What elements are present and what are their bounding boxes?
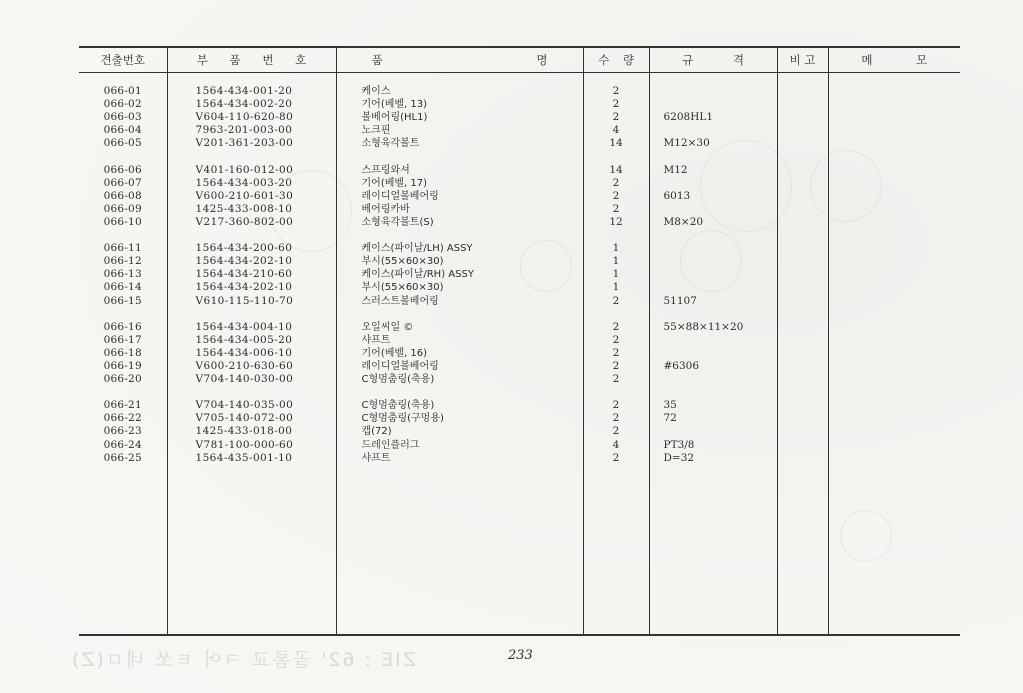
group-spacer [650,308,777,321]
specification: PT3/8 [663,438,695,451]
quantity: 2 [612,202,620,215]
group-spacer [584,150,649,163]
quantity: 2 [612,333,620,346]
part-name: 케이스(파이날/RH) ASSY [361,269,474,281]
part-name: 스러스트볼베어링 [361,295,439,307]
column-note [777,73,828,636]
group-spacer [584,308,649,321]
header-number: 견출번호 [79,47,167,73]
specification [650,203,777,216]
specification: #6306 [663,359,700,372]
part-name: 케이스 [361,86,391,97]
part-name: 베어링카바 [361,203,410,215]
parts-table [79,46,960,636]
part-number: V217-360-802-00 [195,215,294,228]
part-ref-number: 066-04 [103,124,142,137]
part-number: 1564-434-003-20 [195,176,293,189]
group-spacer [650,229,777,242]
part-name: C형멈춤링(축용) [361,400,435,412]
part-number: V704-140-030-00 [195,373,294,386]
specification [650,85,777,98]
part-name: 소형육각볼트(S) [361,216,434,228]
part-name: 오일씨일 © [361,321,414,333]
part-name: C형멈춤링(축용) [361,374,435,386]
part-ref-number: 066-16 [103,320,142,333]
quantity: 2 [612,346,620,359]
quantity: 2 [612,451,620,464]
part-ref-number: 066-12 [103,255,142,268]
part-number: 1564-434-200-60 [195,242,293,255]
part-name: 소형육각볼트 [361,138,420,150]
specification: M12×30 [663,137,710,150]
quantity: 2 [612,176,620,189]
part-number: V704-140-035-00 [195,399,294,412]
part-ref-number: 066-10 [103,215,142,228]
part-number: 1425-433-018-00 [195,425,293,438]
part-name: 노크핀 [361,125,391,137]
part-number: 1564-434-210-60 [195,268,293,281]
group-spacer [79,386,167,399]
quantity: 2 [612,189,620,202]
quantity: 2 [612,359,620,372]
column-name [336,73,583,636]
group-spacer [168,308,336,321]
part-number: 1564-434-006-10 [195,346,293,359]
body-row [79,73,960,636]
part-number: 1564-434-002-20 [195,98,293,111]
part-ref-number: 066-19 [103,359,142,372]
part-number: 1564-434-004-10 [195,320,293,333]
specification: 72 [663,412,677,425]
quantity: 12 [609,215,623,228]
group-spacer [337,150,583,163]
part-ref-number: 066-21 [103,399,142,412]
quantity: 1 [612,242,620,255]
part-ref-number: 066-24 [103,438,142,451]
part-ref-number: 066-20 [103,373,142,386]
specification: D=32 [663,451,695,464]
part-ref-number: 066-11 [103,242,142,255]
part-name: 부시(55×60×30) [361,282,444,294]
group-spacer [650,150,777,163]
quantity: 2 [612,425,620,438]
quantity: 14 [609,163,623,176]
column-spec [649,73,777,636]
part-number: 7963-201-003-00 [195,124,293,137]
specification [650,268,777,281]
specification: M8×20 [663,215,704,228]
part-ref-number: 066-22 [103,412,142,425]
part-ref-number: 066-06 [103,163,142,176]
part-name: 기어(베벨, 13) [361,99,428,111]
part-number: 1564-435-001-10 [195,451,293,464]
quantity: 2 [612,294,620,307]
part-number: V600-210-601-30 [195,189,294,202]
specification [650,334,777,347]
specification [650,255,777,268]
part-name: 드레인플러그 [361,439,420,451]
header-part-number: 부 품 번 호 [167,47,336,73]
specification: 6013 [663,189,691,202]
quantity: 14 [609,137,623,150]
part-ref-number: 066-18 [103,346,142,359]
part-number: V610-115-110-70 [195,294,294,307]
group-spacer [168,386,336,399]
specification [650,373,777,386]
part-number: V705-140-072-00 [195,412,294,425]
header-name: 품 명 [336,47,583,73]
part-number: 1564-434-202-10 [195,255,293,268]
part-ref-number: 066-09 [103,202,142,215]
specification [650,98,777,111]
part-number: 1564-434-005-20 [195,333,293,346]
column-part-number [167,73,336,636]
part-ref-number: 066-07 [103,176,142,189]
group-spacer [168,229,336,242]
specification [650,347,777,360]
quantity: 2 [612,399,620,412]
specification: M12 [663,163,688,176]
specification [650,177,777,190]
part-name: 볼베어링(HL1) [361,112,428,124]
part-ref-number: 066-15 [103,294,142,307]
group-spacer [79,308,167,321]
specification [650,124,777,137]
quantity: 1 [612,268,620,281]
quantity: 2 [612,98,620,111]
quantity: 4 [612,438,620,451]
specification: 6208HL1 [663,111,714,124]
part-number: 1564-434-202-10 [195,281,293,294]
part-name: 케이스(파이날/LH) ASSY [361,243,473,255]
part-ref-number: 066-02 [103,98,142,111]
part-name: 레이디얼볼베어링 [361,360,439,372]
quantity: 2 [612,320,620,333]
header-note: 비 고 [777,47,828,73]
column-number [79,73,167,636]
part-ref-number: 066-01 [103,85,142,97]
quantity: 1 [612,255,620,268]
specification: 55×88×11×20 [663,320,744,333]
part-ref-number: 066-17 [103,333,142,346]
part-ref-number: 066-14 [103,281,142,294]
part-number: V600-210-630-60 [195,359,294,372]
part-number: V781-100-000-60 [195,438,294,451]
part-name: 부시(55×60×30) [361,256,444,268]
part-name: 기어(베벨, 16) [361,347,428,359]
group-spacer [337,229,583,242]
bleed-through-text: ZIE : 62' 골롬교 ㅋ어 ㅌ쏘 네ㅁ(Z) [70,649,416,671]
part-number: 1564-434-001-20 [195,85,293,97]
group-spacer [168,150,336,163]
header-row [79,47,960,73]
specification [650,425,777,438]
specification [650,281,777,294]
part-number: V401-160-012-00 [195,163,294,176]
part-name: 샤프트 [361,452,391,464]
part-ref-number: 066-25 [103,451,142,464]
part-ref-number: 066-23 [103,425,142,438]
part-name: 캡(72) [361,426,392,438]
part-ref-number: 066-08 [103,189,142,202]
column-memo [828,73,960,636]
quantity: 2 [612,412,620,425]
part-number: V604-110-620-80 [195,111,294,124]
group-spacer [584,229,649,242]
quantity: 2 [612,111,620,124]
specification: 51107 [663,294,697,307]
group-spacer [584,386,649,399]
header-spec: 규 격 [649,47,777,73]
group-spacer [337,308,583,321]
page-number: 233 [508,648,533,663]
part-ref-number: 066-13 [103,268,142,281]
quantity: 2 [612,85,620,97]
part-name: 샤프트 [361,334,391,346]
group-spacer [650,386,777,399]
column-quantity [583,73,649,636]
part-name: 기어(베벨, 17) [361,177,428,189]
quantity: 1 [612,281,620,294]
part-name: 스프링와셔 [361,164,410,176]
group-spacer [337,386,583,399]
part-name: 레이디얼볼베어링 [361,190,439,202]
specification [650,242,777,255]
part-name: C형멈춤링(구멍용) [361,413,444,425]
group-spacer [79,229,167,242]
header-quantity: 수 량 [583,47,649,73]
quantity: 4 [612,124,620,137]
group-spacer [79,150,167,163]
part-ref-number: 066-03 [103,111,142,124]
header-memo: 메 모 [828,47,960,73]
part-ref-number: 066-05 [103,137,142,150]
part-number: V201-361-203-00 [195,137,294,150]
specification: 35 [663,399,677,412]
quantity: 2 [612,373,620,386]
part-number: 1425-433-008-10 [195,202,293,215]
